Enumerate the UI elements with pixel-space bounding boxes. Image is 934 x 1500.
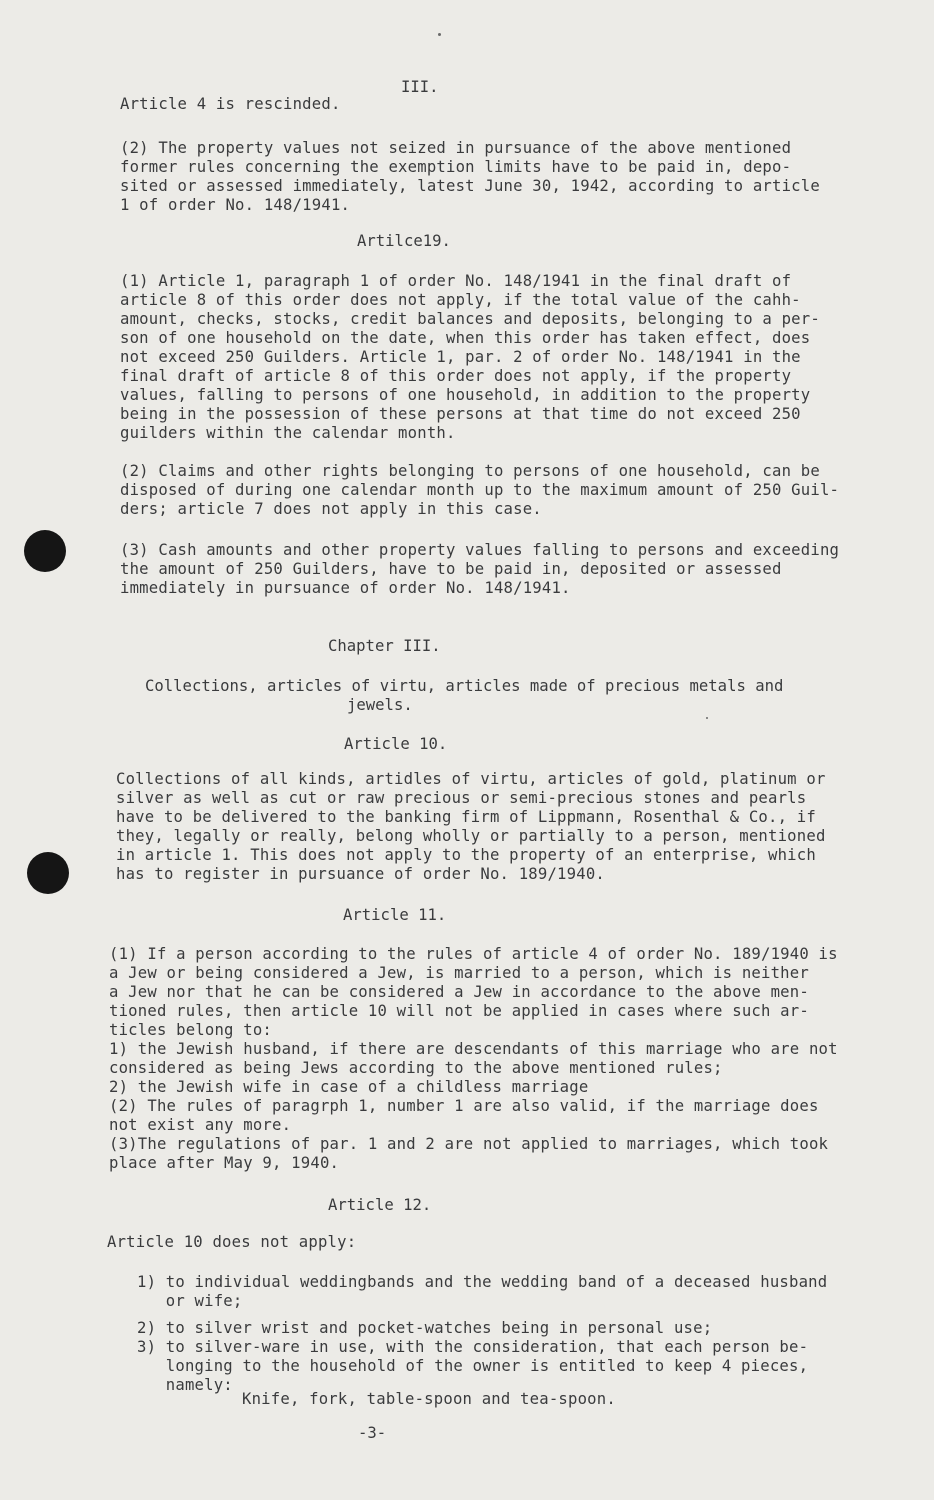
text-line: (2) Claims and other rights belonging to persons of one household, can be — [120, 462, 820, 480]
text-line: they, legally or really, belong wholly or partially to a person, mentioned — [116, 827, 826, 845]
article-12-items — [137, 1273, 827, 1395]
text-line: the amount of 250 Guilders, have to be paid in, deposited or assessed — [120, 560, 782, 578]
opening-line: Article 4 is rescinded. — [120, 95, 341, 113]
text-line: final draft of article 8 of this order does not apply, if the property — [120, 367, 792, 385]
text-line: not exceed 250 Guilders. Article 1, par. 2 of order No. 148/1941 in the — [120, 348, 801, 366]
article-9-paragraph-3 — [120, 541, 839, 598]
text-line: former rules concerning the exemption limits have to be paid in, depo- — [120, 158, 792, 176]
paper-speck — [706, 717, 708, 719]
text-line: son of one household on the date, when this order has taken effect, does — [120, 329, 811, 347]
list-item: longing to the household of the owner is entitled to keep 4 pieces, — [137, 1357, 809, 1375]
text-line: (1) If a person according to the rules of article 4 of order No. 189/1940 is — [109, 945, 838, 963]
text-line: a Jew or being considered a Jew, is married to a person, which is neither — [109, 964, 809, 982]
article-12-intro: Article 10 does not apply: — [107, 1233, 357, 1251]
chapter-heading: Chapter III. — [328, 637, 441, 655]
text-line: disposed of during one calendar month up to the maximum amount of 250 Guil- — [120, 481, 840, 499]
list-item: 3) to silver-ware in use, with the consideration, that each person be- — [137, 1338, 809, 1356]
text-line: in article 1. This does not apply to the property of an enterprise, which — [116, 846, 816, 864]
article-10-heading: Article 10. — [344, 735, 448, 753]
article-11-heading: Article 11. — [343, 906, 447, 924]
text-line: sited or assessed immediately, latest June 30, 1942, according to article — [120, 177, 820, 195]
article-9-paragraph-1 — [120, 272, 820, 443]
text-line: article 8 of this order does not apply, if the total value of the cahh- — [120, 291, 801, 309]
text-line: immediately in pursuance of order No. 148/1941. — [120, 579, 571, 597]
text-line: place after May 9, 1940. — [109, 1154, 340, 1172]
page-roman-numeral: III. — [401, 78, 439, 96]
utensils-line: Knife, fork, table-spoon and tea-spoon. — [242, 1390, 616, 1408]
text-line: values, falling to persons of one household, in addition to the property — [120, 386, 811, 404]
page-number: -3- — [358, 1424, 387, 1442]
text-line: (3) Cash amounts and other property values falling to persons and exceeding — [120, 541, 840, 559]
text-line: ticles belong to: — [109, 1021, 272, 1039]
text-line: (2) The rules of paragrph 1, number 1 are also valid, if the marriage does — [109, 1097, 819, 1115]
article-9-heading: Artilce19. — [357, 232, 451, 250]
text-line: guilders within the calendar month. — [120, 424, 456, 442]
text-line: tioned rules, then article 10 will not be applied in cases where such ar- — [109, 1002, 809, 1020]
punch-hole-top — [24, 530, 66, 572]
text-line: has to register in pursuance of order No. 189/1940. — [116, 865, 605, 883]
article-9-paragraph-2 — [120, 462, 839, 519]
text-line: not exist any more. — [109, 1116, 292, 1134]
text-line: being in the possession of these persons at that time do not exceed 250 — [120, 405, 801, 423]
list-item: or wife; — [137, 1292, 243, 1310]
text-line: have to be delivered to the banking firm of Lippmann, Rosenthal & Co., if — [116, 808, 816, 826]
chapter-subtitle-line-1: Collections, articles of virtu, articles made of precious metals and — [145, 677, 784, 695]
list-item: namely: — [137, 1376, 233, 1394]
article-10-body — [116, 770, 826, 884]
list-item: 1) to individual weddingbands and the wedding band of a deceased husband — [137, 1273, 828, 1291]
text-line: amount, checks, stocks, credit balances and deposits, belonging to a per- — [120, 310, 820, 328]
paper-speck — [438, 33, 441, 36]
text-line: ders; article 7 does not apply in this case. — [120, 500, 542, 518]
text-line: 1) the Jewish husband, if there are descendants of this marriage who are not — [109, 1040, 838, 1058]
chapter-subtitle-line-2: jewels. — [347, 696, 413, 714]
text-line: (2) The property values not seized in pursuance of the above mentioned — [120, 139, 792, 157]
paragraph-2 — [120, 139, 820, 215]
text-line: 1 of order No. 148/1941. — [120, 196, 351, 214]
list-item: 2) to silver wrist and pocket-watches being in personal use; — [137, 1319, 713, 1337]
text-line: silver as well as cut or raw precious or semi-precious stones and pearls — [116, 789, 807, 807]
text-line: (1) Article 1, paragraph 1 of order No. 148/1941 in the final draft of — [120, 272, 792, 290]
article-11-body — [109, 945, 838, 1173]
text-line: (3)The regulations of par. 1 and 2 are not applied to marriages, which took — [109, 1135, 829, 1153]
text-line: considered as being Jews according to the above mentioned rules; — [109, 1059, 723, 1077]
text-line: 2) the Jewish wife in case of a childless marriage — [109, 1078, 589, 1096]
punch-hole-bottom — [27, 852, 69, 894]
text-line: a Jew nor that he can be considered a Jew in accordance to the above men- — [109, 983, 809, 1001]
article-12-heading: Article 12. — [328, 1196, 432, 1214]
text-line: Collections of all kinds, artidles of virtu, articles of gold, platinum or — [116, 770, 826, 788]
